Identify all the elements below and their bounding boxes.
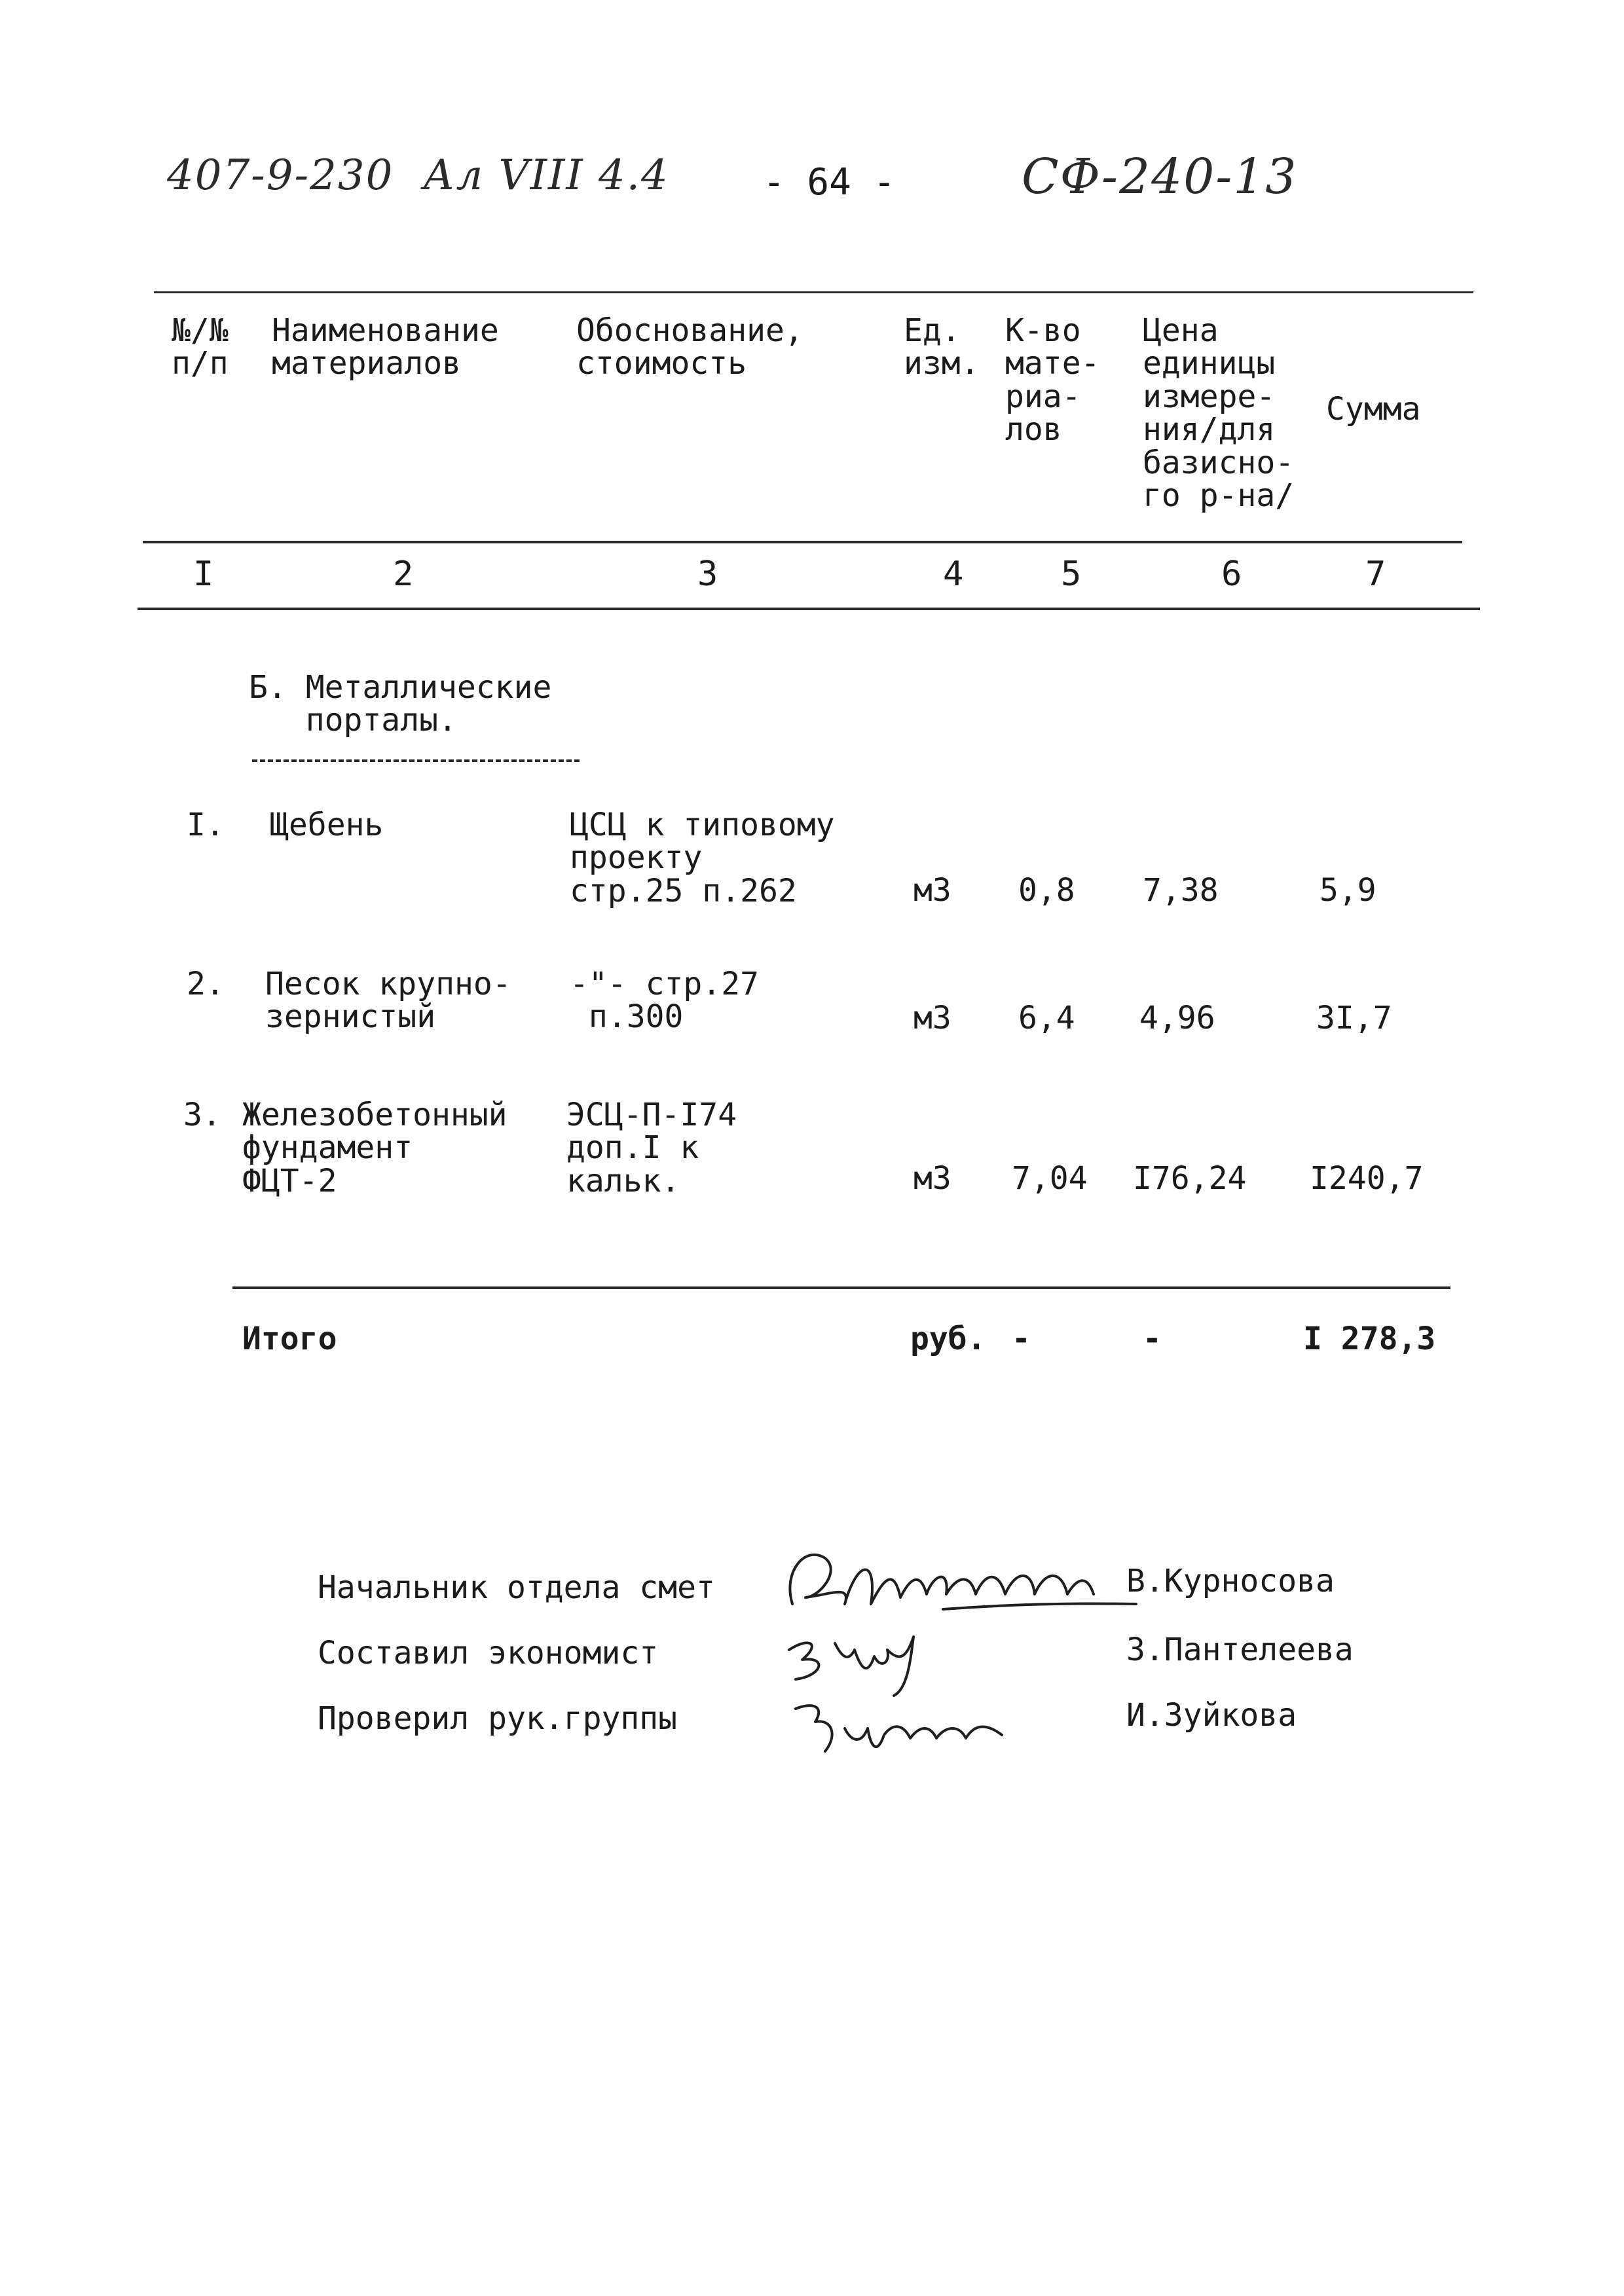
header-sum: Сумма <box>1326 391 1421 428</box>
total-quantity: - <box>1012 1321 1031 1357</box>
header-quantity: К-во мате- риа- лов <box>1005 312 1100 448</box>
header-number: №/№ п/п <box>172 312 229 382</box>
quantity: 7,04 <box>1012 1160 1088 1197</box>
sheet-code: СФ-240-13 <box>1022 149 1298 205</box>
signature-scribble-group-lead <box>786 1689 1022 1768</box>
signature-name: З.Пантелеева <box>1126 1631 1354 1668</box>
unit: м3 <box>913 1160 951 1197</box>
basis: ЦСЦ к типовому проекту стр.25 п.262 <box>570 807 835 909</box>
unit: м3 <box>913 1000 951 1036</box>
document-code: 407-9-230 Ал VIII 4.4 <box>167 151 669 200</box>
total-top-rule <box>232 1286 1450 1289</box>
colnum-bottom-rule <box>138 608 1480 610</box>
header-basis: Обоснование, стоимость <box>576 312 803 382</box>
quantity: 6,4 <box>1018 1000 1075 1036</box>
material-name: Песок крупно- зернистый <box>265 966 511 1036</box>
signature-name: В.Курносова <box>1126 1563 1335 1599</box>
signature-scribble-head <box>779 1532 1146 1630</box>
colnum-7: 7 <box>1365 555 1386 594</box>
unit-price: 7,38 <box>1143 872 1219 909</box>
colnum-1: I <box>193 555 214 594</box>
sum: I240,7 <box>1310 1160 1424 1197</box>
table-top-rule <box>154 291 1473 293</box>
row-number: I. <box>187 807 225 843</box>
unit-price: I76,24 <box>1133 1160 1247 1197</box>
basis: ЭСЦ-П-I74 доп.I к кальк. <box>566 1097 737 1199</box>
colnum-4: 4 <box>943 555 964 594</box>
signature-name: И.Зуйкова <box>1126 1697 1297 1734</box>
quantity: 0,8 <box>1018 872 1075 909</box>
unit: м3 <box>913 872 951 909</box>
colnum-5: 5 <box>1061 555 1082 594</box>
page-number: - 64 - <box>763 161 896 204</box>
sum: 3I,7 <box>1316 1000 1392 1036</box>
row-number: 2. <box>187 966 225 1002</box>
signature-role: Начальник отдела смет <box>318 1569 715 1606</box>
basis: -"- стр.27 п.300 <box>570 966 759 1036</box>
header-name: Наименование материалов <box>272 312 499 382</box>
total-price: - <box>1143 1321 1162 1357</box>
header-bottom-rule <box>143 541 1462 543</box>
colnum-3: 3 <box>697 555 718 594</box>
colnum-2: 2 <box>393 555 414 594</box>
row-number: 3. <box>183 1097 221 1133</box>
total-sum: I 278,3 <box>1303 1321 1436 1357</box>
section-underline <box>252 759 580 762</box>
total-unit: руб. <box>910 1321 986 1357</box>
section-title: Б. Металлические порталы. <box>249 669 552 739</box>
sum: 5,9 <box>1320 872 1376 909</box>
unit-price: 4,96 <box>1139 1000 1215 1036</box>
signature-role: Составил экономист <box>318 1635 659 1671</box>
signature-role: Проверил рук.группы <box>318 1700 678 1737</box>
header-unit-price: Цена единицы измере- ния/для базисно- го р-на/ <box>1143 312 1295 514</box>
material-name: Щебень <box>270 807 384 843</box>
colnum-6: 6 <box>1221 555 1242 594</box>
total-label: Итого <box>242 1321 337 1357</box>
material-name: Железобетонный фундамент ФЦТ-2 <box>242 1097 507 1199</box>
header-unit: Ед. изм. <box>904 312 980 382</box>
